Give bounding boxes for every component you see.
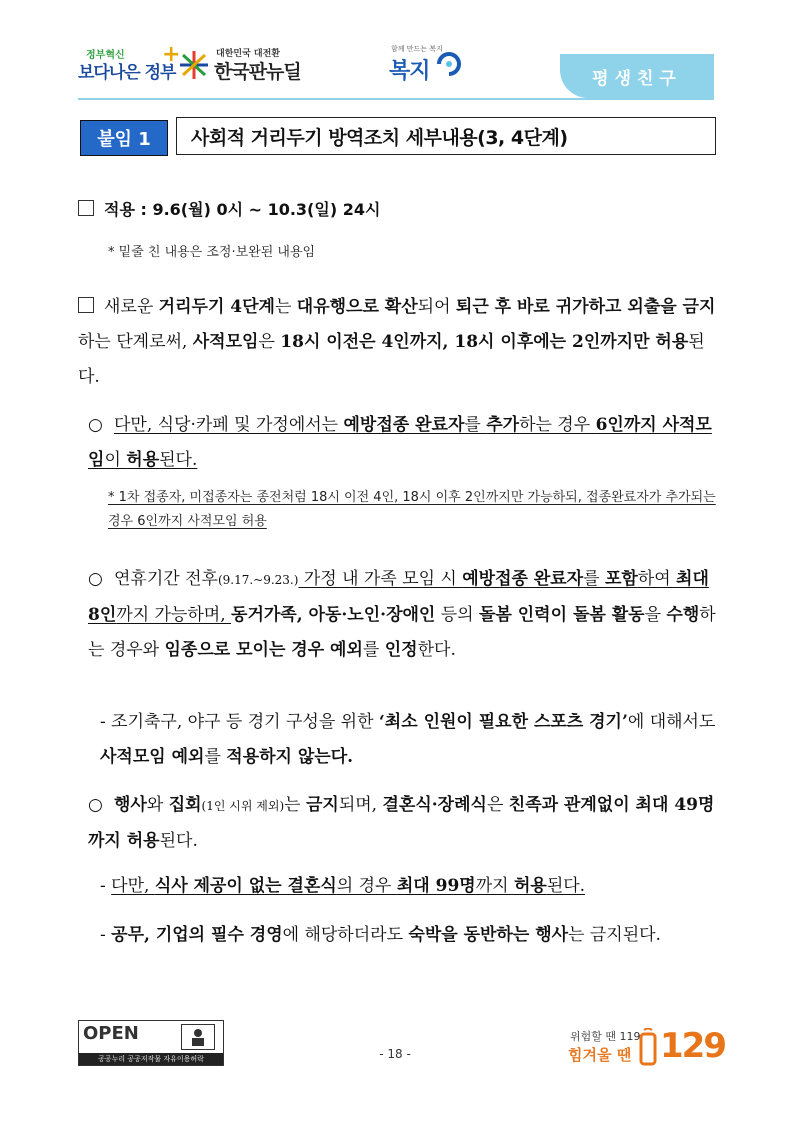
paragraph-business: - 공무, 기업의 필수 경영에 해당하더라도 숙박을 동반하는 행사는 금지된다. bbox=[100, 925, 661, 945]
new-deal-star-icon bbox=[178, 50, 210, 80]
paragraph-holiday: ○ 연휴기간 전후(9.17.~9.23.) 가정 내 가족 모임 시 예방접종 완료자를 포함하여 최대 8인까지 가능하며, 동거가족, 아동·노인·장애인 등의 돌봄 인력이 돌봄 활동을 수행하는 경우와 임종으로 모이는 경우 예외를 인정한다. bbox=[88, 562, 718, 668]
circle-bullet-icon: ○ bbox=[88, 569, 103, 589]
welfare-swirl-icon bbox=[433, 48, 465, 80]
page-number: - 18 - bbox=[379, 1047, 411, 1061]
phone-icon bbox=[638, 1028, 658, 1068]
checkbox-square-icon bbox=[78, 200, 94, 216]
logo2-line2: 한국판뉴딜 bbox=[214, 61, 301, 83]
logo3-line1: 함께 만드는 복지 bbox=[391, 45, 443, 53]
welfare-logo bbox=[385, 44, 475, 88]
helpline-number: 129 bbox=[660, 1026, 725, 1066]
helpline-line2: 힘겨울 땐 bbox=[568, 1046, 632, 1064]
korean-new-deal-logo bbox=[178, 46, 318, 86]
paragraph-sports: - 조기축구, 야구 등 경기 구성을 위한 ‘최소 인원이 필요한 스포츠 경기’에 대해서도 사적모임 예외를 적용하지 않는다. bbox=[100, 712, 716, 767]
helpline-line1: 위험할 땐 119 bbox=[570, 1030, 641, 1043]
header-tag: 평생친구 bbox=[560, 54, 714, 98]
paragraph-restaurant: ○ 다만, 식당·카페 및 가정에서는 예방접종 완료자를 추가하는 경우 6인까지 사적모임이 허용된다. bbox=[88, 408, 718, 478]
open-license-badge bbox=[78, 1020, 224, 1066]
dash-bullet: - bbox=[100, 925, 112, 945]
dash-bullet: - bbox=[100, 876, 112, 896]
logo2-line1: 대한민국 대전환 bbox=[216, 49, 280, 59]
underline-note: * 밑줄 친 내용은 조정·보완된 내용임 bbox=[108, 245, 316, 260]
apply-period-text: 적용 : 9.6(월) 0시 ~ 10.3(일) 24시 bbox=[104, 200, 381, 219]
apply-period bbox=[78, 192, 718, 227]
header-divider bbox=[78, 98, 714, 100]
attachment-title: 사회적 거리두기 방역조치 세부내용(3, 4단계) bbox=[176, 117, 716, 155]
open-word: OPEN bbox=[83, 1023, 139, 1044]
logo1-line1: 정부혁신 bbox=[86, 50, 125, 61]
checkbox-square-icon bbox=[78, 297, 94, 313]
circle-bullet-icon: ○ bbox=[88, 415, 103, 435]
paragraph-events: ○ 행사와 집회(1인 시위 제외)는 금지되며, 결혼식·장례식은 친족과 관계없이 최대 49명까지 허용된다. bbox=[88, 788, 718, 859]
open-license-bar: 공공누리 공공저작물 자유이용허락 bbox=[79, 1053, 223, 1065]
vaccine-note: * 1차 접종자, 미접종자는 종전처럼 18시 이전 4인, 18시 이후 2인까지만 가능하되, 접종완료자가 추가되는 경우 6인까지 사적모임 허용 bbox=[108, 490, 716, 529]
attribution-icon bbox=[181, 1024, 215, 1050]
attachment-label: 붙임 1 bbox=[80, 120, 168, 156]
logo1-line2: 보다나은 정부 bbox=[78, 63, 176, 83]
dash-bullet: - bbox=[100, 712, 112, 732]
paragraph-wedding: - 다만, 식사 제공이 없는 결혼식의 경우 최대 99명까지 허용된다. bbox=[100, 876, 586, 896]
helpline-129-logo bbox=[560, 1020, 725, 1070]
circle-bullet-icon: ○ bbox=[88, 795, 103, 815]
paragraph-level4: 새로운 거리두기 4단계는 대유행으로 확산되어 퇴근 후 바로 귀가하고 외출을 금지하는 단계로써, 사적모임은 18시 이전은 4인까지, 18시 이후에는 2인까지만 허용된다. bbox=[78, 297, 716, 387]
gov-innovation-logo bbox=[78, 42, 181, 86]
plus-icon: + bbox=[162, 42, 181, 67]
logo3-line2: 복지 bbox=[389, 59, 430, 84]
